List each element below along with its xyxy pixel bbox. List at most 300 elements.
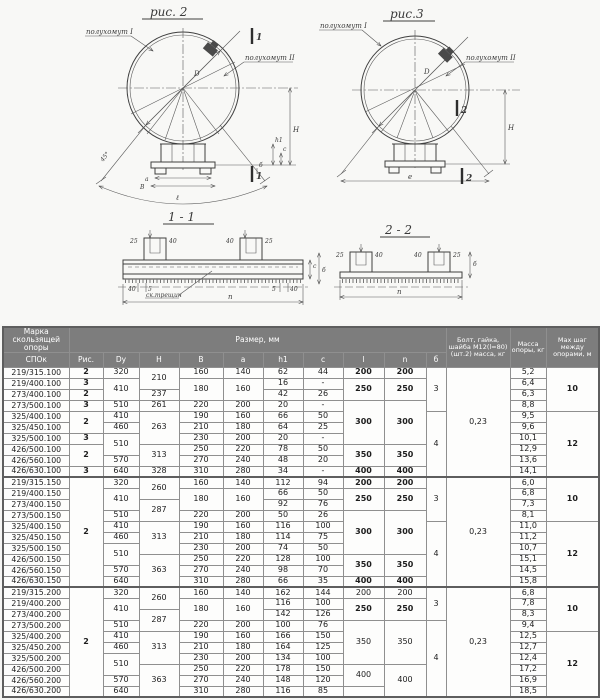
table-cell: 220 <box>179 620 223 631</box>
table-cell: 510 <box>103 400 139 411</box>
table-cell: 410 <box>103 378 139 400</box>
header-col-c: с <box>303 352 343 367</box>
fig2-angle-label: 45° <box>99 150 112 164</box>
table-cell: 100 <box>263 620 303 631</box>
table-cell: 210 <box>179 422 223 433</box>
table-cell: 313 <box>139 444 179 466</box>
header-col-a: а <box>223 352 263 367</box>
table-cell: 200 <box>223 400 263 411</box>
spec-table <box>2 326 600 698</box>
table-cell: 10,1 <box>510 433 546 444</box>
table-cell: 15,1 <box>510 554 546 565</box>
fig2-half-clamp-2-label: полухомут II <box>245 54 295 62</box>
table-cell: 325/450.200 <box>3 642 69 653</box>
table-cell: 230 <box>179 433 223 444</box>
fig2-dim-B: В <box>140 184 145 191</box>
table-cell: 287 <box>139 609 179 631</box>
table-cell: 200 <box>223 510 263 521</box>
table-cell: 200 <box>223 543 263 554</box>
table-cell: 6,8 <box>510 587 546 598</box>
figure-3 <box>319 7 520 184</box>
table-cell: 510 <box>103 543 139 565</box>
fig2-section-mark-top: 1 <box>256 33 263 43</box>
table-cell: 116 <box>263 686 303 697</box>
section-1-1 <box>118 210 326 305</box>
table-cell: 273/400.100 <box>3 389 69 400</box>
table-cell: 300 <box>343 510 384 554</box>
sec1-dim-40-left: 40 <box>169 238 177 245</box>
table-cell: 200 <box>223 653 263 664</box>
header-col-l: l <box>343 352 384 367</box>
table-cell: 9,5 <box>510 411 546 422</box>
table-cell: 2 <box>69 389 103 400</box>
table-cell: 210 <box>179 532 223 543</box>
table-cell: 100 <box>303 598 343 609</box>
table-cell: 270 <box>179 675 223 686</box>
table-cell: 325/450.100 <box>3 422 69 433</box>
table-cell: 35 <box>303 576 343 587</box>
table-cell: 0,23 <box>446 477 510 587</box>
table-cell: 426/560.100 <box>3 455 69 466</box>
table-row <box>3 433 599 444</box>
table-cell: 78 <box>263 444 303 455</box>
table-cell: 460 <box>103 642 139 653</box>
table-cell: 50 <box>303 411 343 422</box>
table-cell: 17,2 <box>510 664 546 675</box>
table-cell: 310 <box>179 466 223 477</box>
sec1-dim-b: б <box>322 267 326 274</box>
table-cell: 50 <box>303 543 343 554</box>
table-cell: 9,4 <box>510 620 546 631</box>
table-cell: 5,2 <box>510 367 546 378</box>
header-step: Мах шаг между опорами, м <box>546 327 599 367</box>
table-cell: 200 <box>384 477 426 488</box>
table-cell: 410 <box>103 488 139 510</box>
table-cell: - <box>303 400 343 411</box>
table-cell: 180 <box>179 488 223 510</box>
fig2-dim-l: ℓ <box>176 194 179 202</box>
table-group <box>3 367 599 477</box>
table-cell: 164 <box>263 642 303 653</box>
sec2-dim-b: б <box>473 261 477 268</box>
header-col-b: В <box>179 352 223 367</box>
table-cell: 76 <box>303 620 343 631</box>
table-cell: 12 <box>546 411 599 477</box>
table-cell: 240 <box>223 455 263 466</box>
table-cell: 237 <box>139 389 179 400</box>
table-cell: 200 <box>343 477 384 488</box>
table-cell: 12 <box>546 631 599 697</box>
table-cell: 8,8 <box>510 400 546 411</box>
table-cell: 263 <box>139 411 179 444</box>
table-cell: 300 <box>343 400 384 444</box>
table-cell: 134 <box>263 653 303 664</box>
table-cell: 62 <box>263 367 303 378</box>
sec1-dim-25-right: 25 <box>265 238 273 245</box>
table-cell: 120 <box>303 675 343 686</box>
table-cell: 310 <box>179 576 223 587</box>
table-cell: 200 <box>384 367 426 378</box>
table-cell: 200 <box>384 587 426 598</box>
table-cell: 310 <box>179 686 223 697</box>
table-cell: 219/400.100 <box>3 378 69 389</box>
table-cell: 210 <box>179 642 223 653</box>
fig3-section-mark-bottom: 2 <box>466 174 473 184</box>
spec-table-header <box>3 327 599 367</box>
table-cell: 8,3 <box>510 609 546 620</box>
table-cell: 426/630.100 <box>3 466 69 477</box>
table-cell: 400 <box>384 466 426 477</box>
table-cell: 510 <box>103 433 139 455</box>
table-cell: 20 <box>263 433 303 444</box>
table-cell: 250 <box>384 488 426 510</box>
table-cell: 2 <box>69 477 103 587</box>
table-cell: 410 <box>103 521 139 532</box>
sec1-dim-25-left: 25 <box>130 238 138 245</box>
table-row <box>3 378 599 389</box>
table-cell: 460 <box>103 532 139 543</box>
table-cell: 220 <box>223 554 263 565</box>
sec1-dim-40-bl: 40 <box>128 286 136 293</box>
table-cell: 200 <box>343 587 384 598</box>
table-cell: 260 <box>139 587 179 609</box>
table-cell: 350 <box>343 620 384 664</box>
table-cell: 273/400.150 <box>3 499 69 510</box>
table-cell: 116 <box>263 521 303 532</box>
fig2-bolt <box>203 38 221 56</box>
table-cell: 400 <box>343 466 384 477</box>
table-cell: 148 <box>263 675 303 686</box>
table-cell: 400 <box>384 576 426 587</box>
header-size: Размер, мм <box>69 327 446 352</box>
table-cell: 140 <box>223 477 263 488</box>
table-cell: 42 <box>263 389 303 400</box>
table-cell: 250 <box>343 488 384 510</box>
sec1-dim-5-br: 5 <box>272 286 276 293</box>
table-cell: 12 <box>546 521 599 587</box>
table-cell: 350 <box>384 444 426 466</box>
table-cell: 74 <box>263 543 303 554</box>
table-cell: 4 <box>426 620 446 697</box>
sec2-dim-40-left: 40 <box>375 252 383 259</box>
table-cell: 2 <box>69 411 103 433</box>
table-cell: 313 <box>139 631 179 664</box>
table-cell: 140 <box>223 367 263 378</box>
table-cell: 10 <box>546 367 599 411</box>
table-cell: 12,9 <box>510 444 546 455</box>
table-cell: 125 <box>303 642 343 653</box>
table-cell: 325/400.200 <box>3 631 69 642</box>
fig2-dim-H: Н <box>293 126 300 134</box>
table-cell: - <box>303 433 343 444</box>
table-cell: 178 <box>263 664 303 675</box>
table-cell: 7,3 <box>510 499 546 510</box>
table-cell: 12,5 <box>510 631 546 642</box>
fig2-dim-c: с <box>283 146 287 153</box>
header-col-h: Н <box>139 352 179 367</box>
fig2-dim-D: D <box>194 70 200 78</box>
table-cell: 160 <box>179 367 223 378</box>
table-cell: 400 <box>343 576 384 587</box>
table-cell: 200 <box>223 433 263 444</box>
table-cell: 180 <box>179 598 223 620</box>
table-cell: 20 <box>263 400 303 411</box>
table-cell: 166 <box>263 631 303 642</box>
table-cell: 400 <box>343 664 384 686</box>
table-cell: 363 <box>139 554 179 587</box>
header-col-h1: h1 <box>263 352 303 367</box>
figure-2 <box>85 5 300 204</box>
table-cell: 300 <box>384 510 426 554</box>
table-cell: 219/400.150 <box>3 488 69 499</box>
table-cell: 270 <box>179 455 223 466</box>
table-cell: 100 <box>303 653 343 664</box>
table-cell: 273/500.150 <box>3 510 69 521</box>
table-cell: 410 <box>103 598 139 620</box>
table-cell: 50 <box>303 444 343 455</box>
table-cell: 150 <box>303 631 343 642</box>
table-cell: 510 <box>103 620 139 631</box>
table-cell: 426/500.200 <box>3 664 69 675</box>
table-cell: 162 <box>263 587 303 598</box>
technical-drawing-area <box>0 0 600 324</box>
table-cell: 313 <box>139 521 179 554</box>
table-cell: 640 <box>103 466 139 477</box>
sec2-dim-25-left: 25 <box>336 252 344 259</box>
table-cell: 220 <box>223 444 263 455</box>
fig2-title: рис. 2 <box>150 5 188 19</box>
table-cell: 12,7 <box>510 642 546 653</box>
table-cell: 320 <box>103 367 139 378</box>
table-cell: 64 <box>263 422 303 433</box>
table-cell: 18,5 <box>510 686 546 697</box>
table-cell: 426/500.150 <box>3 554 69 565</box>
table-cell: 250 <box>179 554 223 565</box>
table-cell: 325/500.200 <box>3 653 69 664</box>
table-cell: 219/315.150 <box>3 477 69 488</box>
table-cell: 9,6 <box>510 422 546 433</box>
table-cell: 100 <box>303 554 343 565</box>
table-row <box>3 466 599 477</box>
header-col-b2: б <box>426 352 446 367</box>
table-cell: 160 <box>223 378 263 400</box>
table-row <box>3 587 599 598</box>
table-row <box>3 367 599 378</box>
table-cell: 4 <box>426 521 446 587</box>
sec1-dim-40-right: 40 <box>226 238 234 245</box>
sec2-title: 2 - 2 <box>385 223 412 237</box>
table-cell: 66 <box>263 488 303 499</box>
table-cell: 250 <box>384 598 426 620</box>
table-cell: 160 <box>223 488 263 510</box>
header-mark-sub: СПОк <box>3 352 69 367</box>
table-cell: 410 <box>103 631 139 642</box>
table-cell: 128 <box>263 554 303 565</box>
table-cell: 15,8 <box>510 576 546 587</box>
table-cell: 350 <box>343 444 384 466</box>
table-cell: 8,1 <box>510 510 546 521</box>
table-cell: - <box>303 378 343 389</box>
table-cell: 350 <box>384 620 426 664</box>
table-cell: 92 <box>263 499 303 510</box>
table-cell: 6,4 <box>510 378 546 389</box>
table-cell: 363 <box>139 664 179 697</box>
table-cell: 6,0 <box>510 477 546 488</box>
sec1-dim-c: с <box>313 263 317 270</box>
table-cell: 240 <box>223 565 263 576</box>
table-cell: 10,7 <box>510 543 546 554</box>
table-cell: 160 <box>223 598 263 620</box>
table-cell: 350 <box>384 554 426 576</box>
table-cell: 150 <box>303 664 343 675</box>
table-cell: 116 <box>263 598 303 609</box>
table-cell: 220 <box>179 400 223 411</box>
table-cell: 510 <box>103 510 139 521</box>
table-cell: 250 <box>179 664 223 675</box>
table-cell: 400 <box>384 664 426 697</box>
table-cell: 2 <box>69 587 103 697</box>
table-cell: 3 <box>426 477 446 521</box>
table-cell: 180 <box>223 532 263 543</box>
table-cell: 6,8 <box>510 488 546 499</box>
table-cell: 190 <box>179 631 223 642</box>
table-cell: 200 <box>343 367 384 378</box>
sec1-dim-5-bl: 5 <box>148 286 152 293</box>
table-cell: 273/400.200 <box>3 609 69 620</box>
table-row <box>3 400 599 411</box>
table-cell: 180 <box>179 378 223 400</box>
table-cell: 240 <box>223 675 263 686</box>
table-cell: 13,6 <box>510 455 546 466</box>
table-cell: 10 <box>546 477 599 521</box>
table-cell: 273/500.200 <box>3 620 69 631</box>
table-cell: 144 <box>303 587 343 598</box>
table-cell: 98 <box>263 565 303 576</box>
table-cell: 426/560.150 <box>3 565 69 576</box>
table-cell: 426/560.200 <box>3 675 69 686</box>
table-cell: 426/500.100 <box>3 444 69 455</box>
table-cell: 50 <box>263 510 303 521</box>
table-row <box>3 411 599 422</box>
table-cell: 12,4 <box>510 653 546 664</box>
table-cell: 219/315.200 <box>3 587 69 598</box>
table-cell: 220 <box>179 510 223 521</box>
table-cell: 3 <box>426 367 446 411</box>
fig2-half-clamp-1-label: полухомут I <box>86 28 133 36</box>
table-cell: 280 <box>223 686 263 697</box>
table-cell: 2 <box>69 367 103 378</box>
sec1-dim-n: n <box>228 293 233 301</box>
table-cell: 273/500.100 <box>3 400 69 411</box>
header-bolt: Болт, гайка, шайба М12(l=80) (шт.2) масса, кг <box>446 327 510 367</box>
table-row <box>3 444 599 455</box>
table-cell: 48 <box>263 455 303 466</box>
fig3-dim-H: Н <box>508 124 515 132</box>
table-cell: 350 <box>343 554 384 576</box>
table-cell: 250 <box>343 378 384 400</box>
table-cell: 190 <box>179 521 223 532</box>
section-2-2 <box>334 223 477 300</box>
table-cell: 219/400.200 <box>3 598 69 609</box>
sec1-dim-40-br: 40 <box>290 286 298 293</box>
table-row <box>3 389 599 400</box>
table-group <box>3 477 599 587</box>
table-cell: - <box>303 466 343 477</box>
table-cell: 66 <box>263 411 303 422</box>
header-mass: Масса опоры, кг <box>510 327 546 367</box>
table-cell: 510 <box>103 653 139 675</box>
table-cell: 325/400.100 <box>3 411 69 422</box>
fig3-half-clamp-2-label: полухомут II <box>466 54 516 62</box>
table-cell <box>343 686 384 697</box>
table-cell: 25 <box>303 422 343 433</box>
table-cell: 300 <box>384 400 426 444</box>
table-cell: 140 <box>223 587 263 598</box>
table-row <box>3 477 599 488</box>
table-cell: 325/400.150 <box>3 521 69 532</box>
table-cell: 100 <box>303 521 343 532</box>
table-cell: 220 <box>223 664 263 675</box>
table-cell: 26 <box>303 510 343 521</box>
table-group <box>3 587 599 697</box>
table-cell: 50 <box>303 488 343 499</box>
table-cell: 16,9 <box>510 675 546 686</box>
table-cell: 10 <box>546 587 599 631</box>
table-cell: 126 <box>303 609 343 620</box>
table-cell: 250 <box>384 378 426 400</box>
fig2-section-mark-bottom: 1 <box>256 172 263 182</box>
table-cell: 320 <box>103 587 139 598</box>
table-cell: 180 <box>223 642 263 653</box>
table-cell: 160 <box>223 521 263 532</box>
table-cell: 11,0 <box>510 521 546 532</box>
table-cell: 34 <box>263 466 303 477</box>
table-cell: 112 <box>263 477 303 488</box>
table-cell: 3 <box>69 378 103 389</box>
table-cell: 2 <box>69 444 103 466</box>
table-cell: 640 <box>103 686 139 697</box>
fig2-dim-b: б <box>259 162 263 169</box>
table-cell: 14,5 <box>510 565 546 576</box>
table-cell: 200 <box>223 620 263 631</box>
table-cell: 76 <box>303 499 343 510</box>
table-cell: 160 <box>223 631 263 642</box>
table-cell: 6,3 <box>510 389 546 400</box>
table-cell: 426/630.200 <box>3 686 69 697</box>
table-cell: 160 <box>223 411 263 422</box>
table-cell: 190 <box>179 411 223 422</box>
table-cell: 325/500.100 <box>3 433 69 444</box>
table-cell: 325/500.150 <box>3 543 69 554</box>
sec1-note: ск.трещин <box>146 292 182 299</box>
sec1-title: 1 - 1 <box>168 210 195 224</box>
table-cell: 16 <box>263 378 303 389</box>
table-cell: 180 <box>223 422 263 433</box>
table-cell: 70 <box>303 565 343 576</box>
table-cell: 410 <box>103 411 139 422</box>
table-cell: 460 <box>103 422 139 433</box>
table-cell: 270 <box>179 565 223 576</box>
table-cell: 230 <box>179 543 223 554</box>
table-cell: 320 <box>103 477 139 488</box>
table-cell: 160 <box>179 587 223 598</box>
table-cell: 287 <box>139 499 179 521</box>
sec2-dim-25-right: 25 <box>453 252 461 259</box>
header-mark: Марка скользящей опоры <box>3 327 69 352</box>
table-cell: 250 <box>179 444 223 455</box>
header-col-dy: Dy <box>103 352 139 367</box>
table-cell: 75 <box>303 532 343 543</box>
